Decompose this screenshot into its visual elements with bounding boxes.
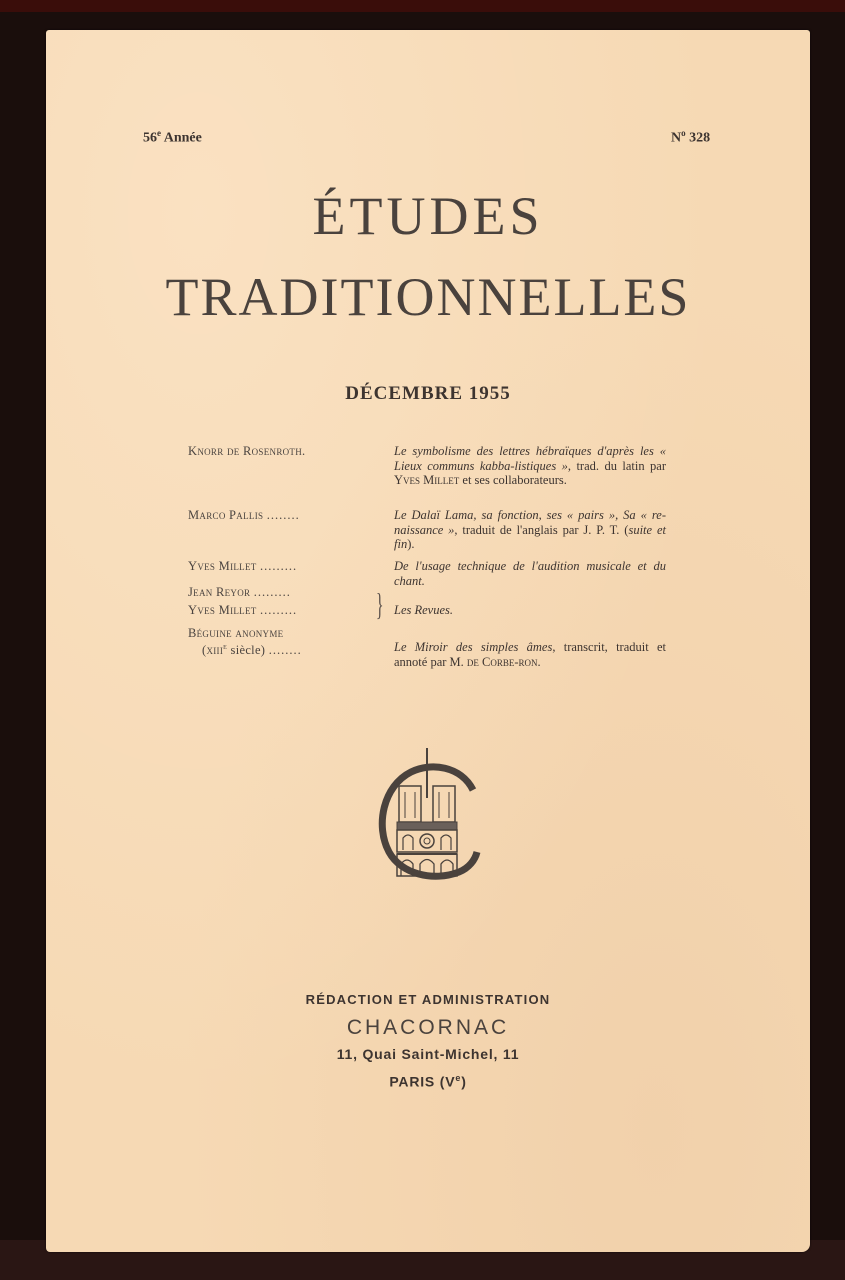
journal-title-line1: ÉTUDES	[312, 186, 544, 246]
publisher-city: PARIS (Ve)	[389, 1073, 467, 1090]
toc-author: Knorr de Rosenroth.	[188, 444, 306, 458]
backdrop-top	[0, 0, 845, 12]
brace-symbol: }	[375, 586, 384, 622]
journal-cover	[46, 30, 810, 1252]
year-label: 56e Année	[143, 128, 202, 146]
toc-author: Yves Millet .........	[188, 559, 298, 573]
toc-work: Le symbolisme des lettres hébraïques d'après les « Lieux communs kabba-listiques », trad. du latin par Yves Millet et ses collaborateurs.	[394, 444, 666, 487]
journal-title-line2: TRADITIONNELLES	[165, 267, 691, 327]
toc-work: Le Dalaï Lama, sa fonction, ses « pairs », Sa « re-naissance », traduit de l'anglais par J. P. T. (suite et fin).	[394, 508, 666, 551]
issue-number: $N^o$ 328	[671, 128, 711, 146]
toc-author-century: (xiii$^e$ siècle) ........	[202, 642, 302, 658]
publisher-name: CHACORNAC	[346, 1016, 510, 1039]
toc-work: Le Miroir des simples âmes, transcrit, traduit et annoté par M. de Corbe-ron.	[394, 640, 667, 669]
editorial-line: RÉDACTION ET ADMINISTRATION	[305, 992, 551, 1007]
toc-work: De l'usage technique de l'audition musicale et du chant.	[394, 559, 666, 588]
toc-author: Béguine anonyme	[188, 626, 284, 640]
chacornac-notre-dame-logo-icon	[361, 748, 491, 888]
toc-author: Jean Reyor .........	[188, 585, 291, 599]
toc-author: Marco Pallis ........	[188, 508, 300, 522]
toc-author: Yves Millet .........	[188, 603, 298, 617]
publisher-address: 11, Quai Saint-Michel, 11	[336, 1046, 520, 1062]
toc-work: Les Revues.	[394, 603, 454, 617]
issue-date: DÉCEMBRE 1955	[345, 383, 511, 404]
